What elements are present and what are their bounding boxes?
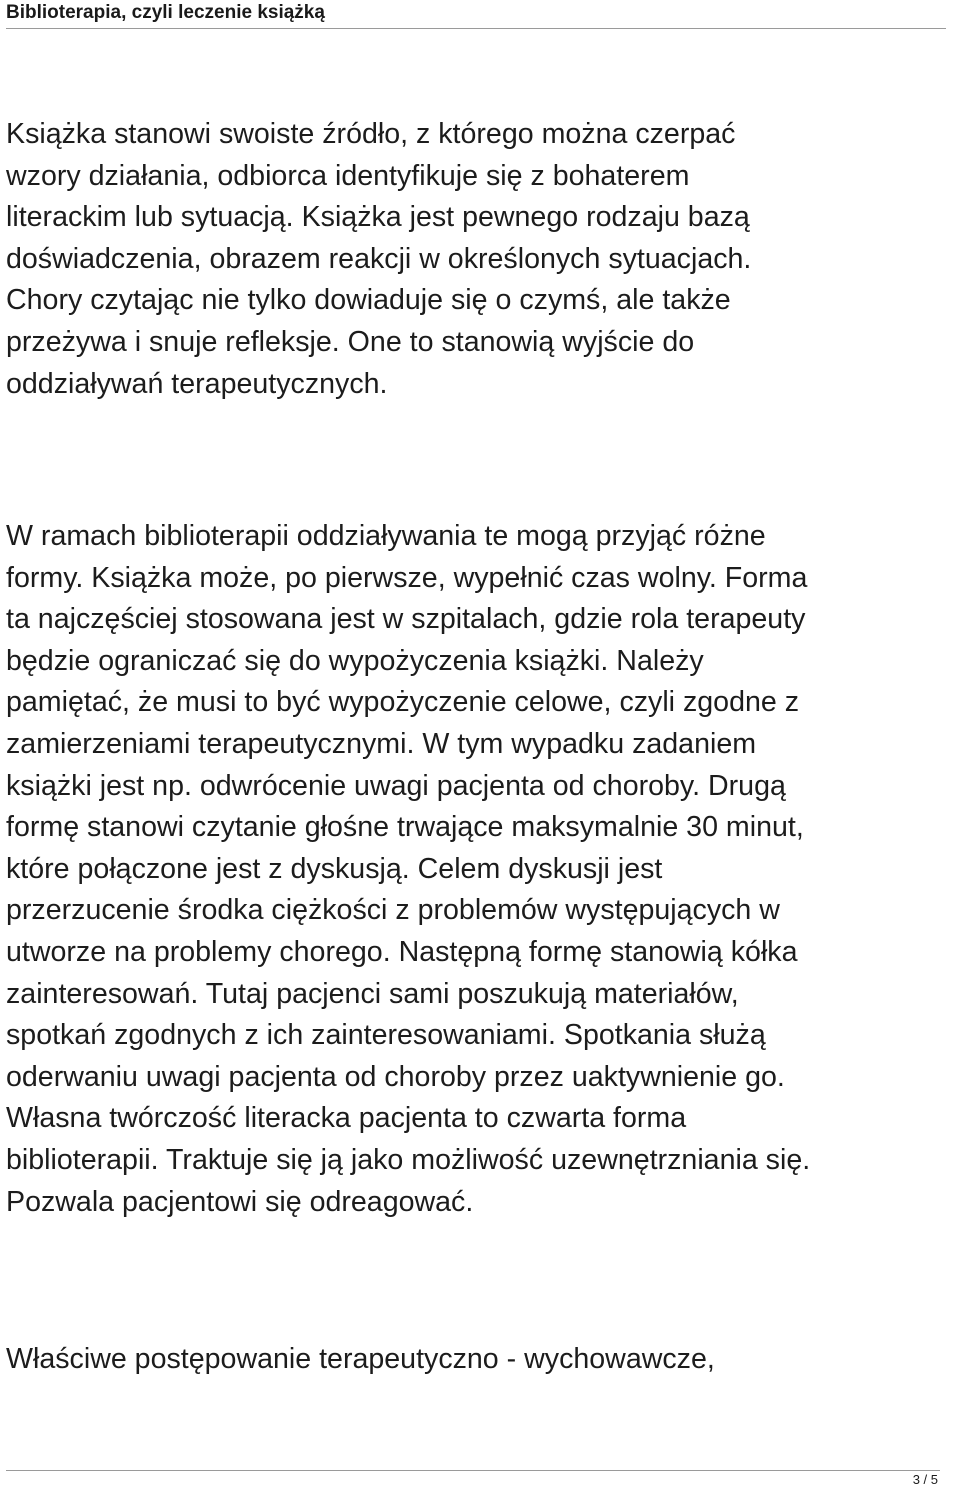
text-line: wzory działania, odbiorca identyfikuje się z bohaterem xyxy=(6,159,690,192)
text-line: utworze na problemy chorego. Następną formę stanowią kółka xyxy=(6,935,798,968)
text-line: przerzucenie środka ciężkości z problemów występujących w xyxy=(6,894,780,927)
text-line: spotkań zgodnych z ich zainteresowaniami. Spotkania służą xyxy=(6,1019,766,1052)
page-header xyxy=(6,0,946,29)
text-line: Własna twórczość literacka pacjenta to czwarta forma xyxy=(6,1102,687,1135)
text-line: doświadczenia, obrazem reakcji w określonych sytuacjach. xyxy=(6,242,752,275)
text-line: oddziaływań terapeutycznych. xyxy=(6,367,388,400)
footer-divider xyxy=(6,1470,940,1471)
text-line: zainteresowań. Tutaj pacjenci sami poszukują materiałów, xyxy=(6,977,739,1010)
paragraph-2 xyxy=(6,516,950,1223)
page-number: 3 / 5 xyxy=(912,1472,938,1487)
text-line: zamierzeniami terapeutycznymi. W tym wypadku zadaniem xyxy=(6,727,757,760)
text-line: Właściwe postępowanie terapeutyczno - wychowawcze, xyxy=(6,1343,715,1375)
document-title: Biblioterapia, czyli leczenie książką xyxy=(6,2,325,23)
text-line: biblioterapii. Traktuje się ją jako możliwość uzewnętrzniania się. xyxy=(6,1143,811,1176)
text-line: formę stanowi czytanie głośne trwające maksymalnie 30 minut, xyxy=(6,811,804,844)
text-line: oderwaniu uwagi pacjenta od choroby przez uaktywnienie go. xyxy=(6,1060,785,1093)
paragraph-1 xyxy=(6,114,950,405)
text-line: pamiętać, że musi to być wypożyczenie celowe, czyli zgodne z xyxy=(6,686,800,719)
text-line: ta najczęściej stosowana jest w szpitalach, gdzie rola terapeuty xyxy=(6,603,806,636)
paragraph-3 xyxy=(6,1339,950,1381)
text-line: Chory czytając nie tylko dowiaduje się o czymś, ale także xyxy=(6,284,731,317)
text-line: przeżywa i snuje refleksje. One to stanowią wyjście do xyxy=(6,325,695,358)
text-line: książki jest np. odwrócenie uwagi pacjenta od choroby. Drugą xyxy=(6,769,786,802)
text-line: będzie ograniczać się do wypożyczenia książki. Należy xyxy=(6,644,704,677)
text-line: W ramach biblioterapii oddziaływania te mogą przyjąć różne xyxy=(6,520,766,552)
text-line: które połączone jest z dyskusją. Celem dyskusji jest xyxy=(6,852,663,885)
text-line: Pozwala pacjentowi się odreagować. xyxy=(6,1185,474,1218)
text-line: literackim lub sytuacją. Książka jest pewnego rodzaju bazą xyxy=(6,201,750,234)
text-line: Książka stanowi swoiste źródło, z którego można czerpać xyxy=(6,118,736,150)
text-line: formy. Książka może, po pierwsze, wypełnić czas wolny. Forma xyxy=(6,561,808,594)
